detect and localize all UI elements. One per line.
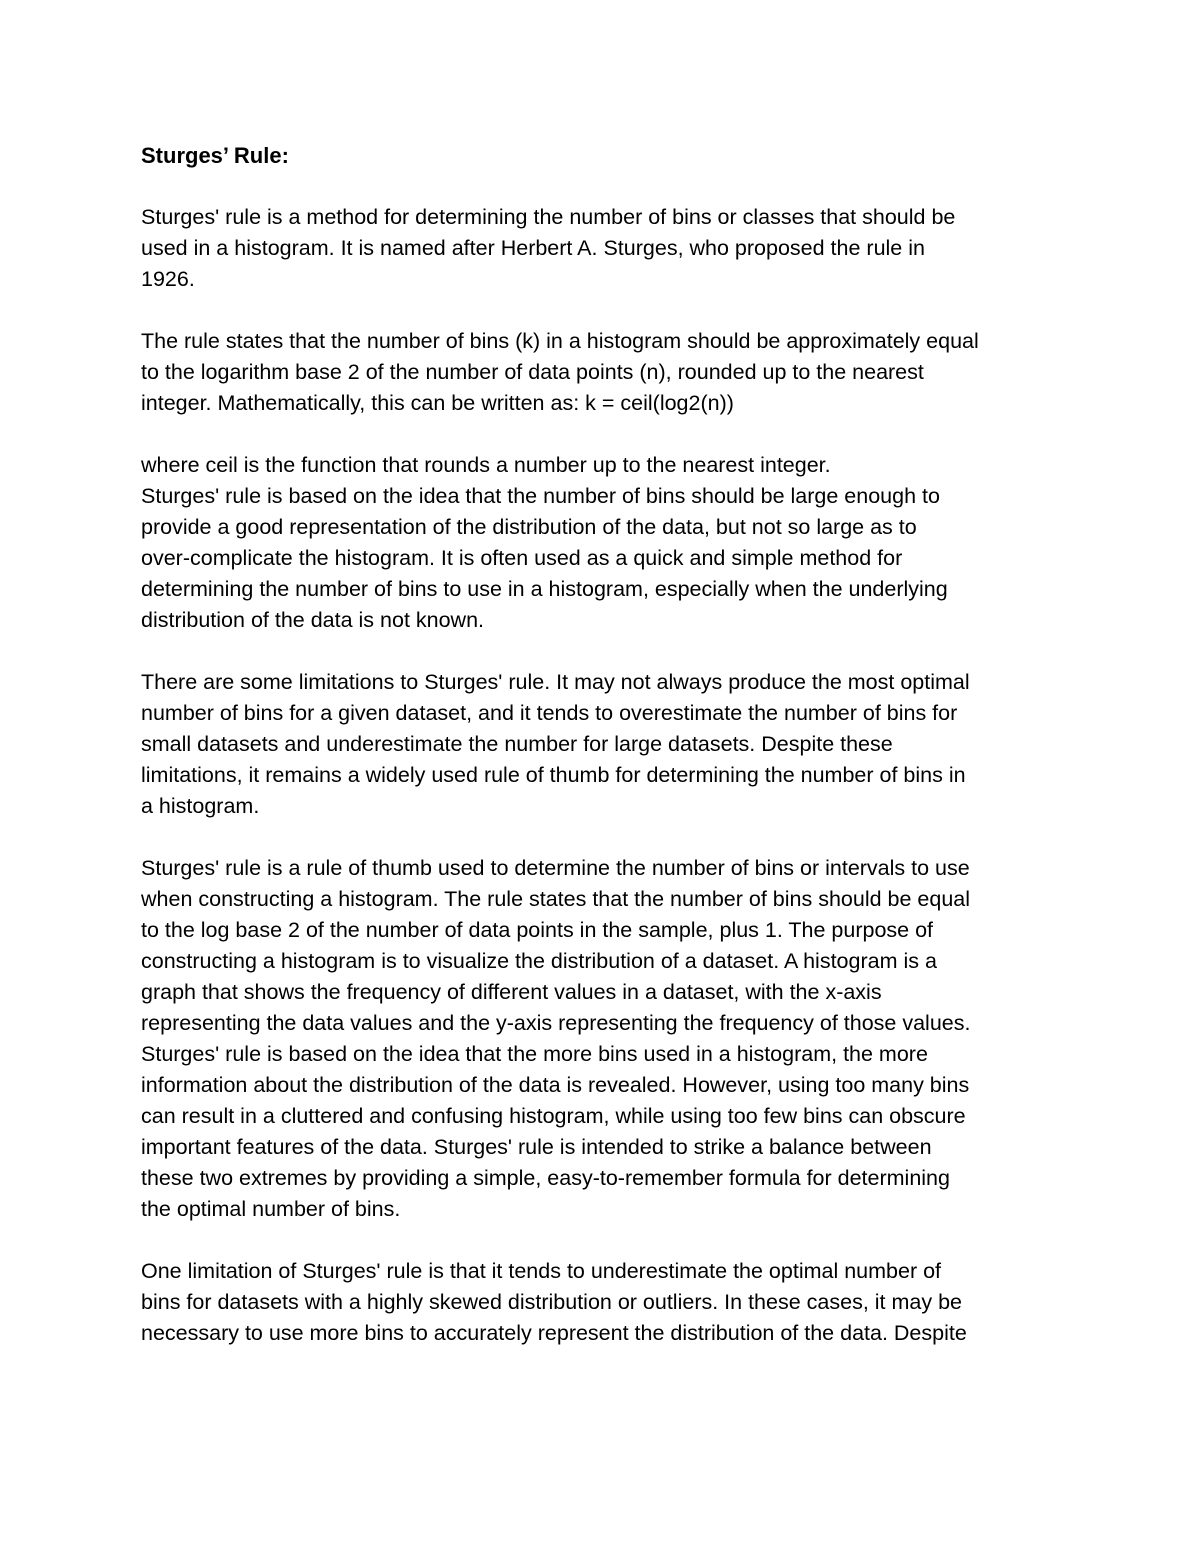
text-line: Sturges' rule is based on the idea that the more bins used in a histogram, the more: [141, 1042, 928, 1066]
text-line: number of bins for a given dataset, and it tends to overestimate the number of bins for: [141, 701, 958, 725]
paragraph: [141, 1256, 1066, 1349]
text-line: distribution of the data is not known.: [141, 608, 485, 632]
text-line: when constructing a histogram. The rule states that the number of bins should be equal: [141, 887, 971, 911]
text-line: can result in a cluttered and confusing histogram, while using too few bins can obscure: [141, 1104, 966, 1128]
text-line: There are some limitations to Sturges' rule. It may not always produce the most optimal: [141, 670, 970, 694]
text-line: graph that shows the frequency of different values in a dataset, with the x-axis: [141, 980, 882, 1004]
text-line: important features of the data. Sturges' rule is intended to strike a balance between: [141, 1135, 932, 1159]
text-line: constructing a histogram is to visualize the distribution of a dataset. A histogram is a: [141, 949, 937, 973]
text-line: provide a good representation of the distribution of the data, but not so large as to: [141, 515, 917, 539]
paragraph: [141, 450, 1066, 636]
text-line: these two extremes by providing a simple, easy-to-remember formula for determining: [141, 1166, 950, 1190]
paragraph: [141, 667, 1066, 822]
document-body: [141, 202, 1066, 1349]
text-line: to the logarithm base 2 of the number of data points (n), rounded up to the nearest: [141, 360, 924, 384]
text-line: used in a histogram. It is named after Herbert A. Sturges, who proposed the rule in: [141, 236, 925, 260]
text-line: representing the data values and the y-axis representing the frequency of those values.: [141, 1011, 971, 1035]
text-line: Sturges' rule is a method for determining the number of bins or classes that should be: [141, 205, 956, 229]
text-line: small datasets and underestimate the number for large datasets. Despite these: [141, 732, 893, 756]
text-line: information about the distribution of the data is revealed. However, using too many bins: [141, 1073, 970, 1097]
text-line: where ceil is the function that rounds a number up to the nearest integer.: [141, 453, 831, 477]
paragraph-spacer: [141, 822, 1066, 853]
text-line: 1926.: [141, 267, 195, 291]
text-line: integer. Mathematically, this can be written as: k = ceil(log2(n)): [141, 391, 734, 415]
text-line: bins for datasets with a highly skewed distribution or outliers. In these cases, it may be: [141, 1290, 962, 1314]
text-line: Sturges' rule is a rule of thumb used to determine the number of bins or intervals to use: [141, 856, 970, 880]
text-line: to the log base 2 of the number of data points in the sample, plus 1. The purpose of: [141, 918, 934, 942]
text-line: necessary to use more bins to accurately represent the distribution of the data. Despite: [141, 1321, 967, 1345]
document-title: Sturges’ Rule:: [141, 143, 289, 168]
paragraph-spacer: [141, 1225, 1066, 1256]
paragraph: [141, 326, 1066, 419]
text-line: One limitation of Sturges' rule is that it tends to underestimate the optimal number of: [141, 1259, 942, 1283]
text-line: determining the number of bins to use in a histogram, especially when the underlying: [141, 577, 948, 601]
paragraph: [141, 853, 1066, 1225]
document-page: [141, 140, 1066, 1349]
paragraph: [141, 202, 1066, 295]
text-line: The rule states that the number of bins (k) in a histogram should be approximately equal: [141, 329, 979, 353]
text-line: a histogram.: [141, 794, 260, 818]
text-line: limitations, it remains a widely used rule of thumb for determining the number of bins in: [141, 763, 966, 787]
paragraph-spacer: [141, 419, 1066, 450]
text-line: over-complicate the histogram. It is often used as a quick and simple method for: [141, 546, 903, 570]
text-line: Sturges' rule is based on the idea that the number of bins should be large enough to: [141, 484, 940, 508]
paragraph-spacer: [141, 636, 1066, 667]
paragraph-spacer: [141, 295, 1066, 326]
text-line: the optimal number of bins.: [141, 1197, 401, 1221]
